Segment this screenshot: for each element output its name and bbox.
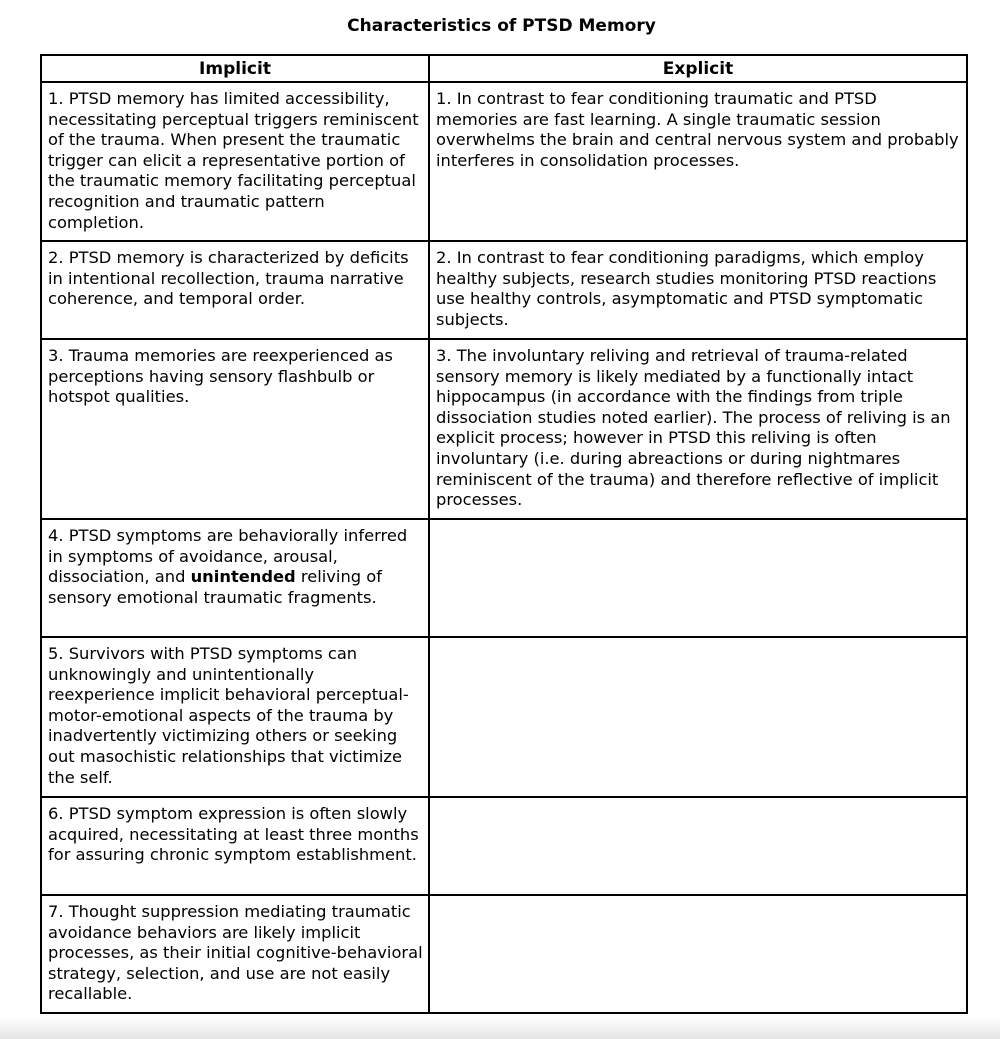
explicit-cell-5 [429, 637, 967, 797]
implicit-cell-3: 3. Trauma memories are reexperienced as perceptions having sensory flashbulb or hotspot qualities. [41, 339, 429, 519]
table-row [41, 82, 967, 241]
explicit-cell-2: 2. In contrast to fear conditioning paradigms, which employ healthy subjects, research studies monitoring PTSD reactions use healthy controls, asymptomatic and PTSD symptomatic subjects. [429, 241, 967, 339]
implicit-cell-6: 6. PTSD symptom expression is often slowly acquired, necessitating at least three months for assuring chronic symptom establishment. [41, 797, 429, 895]
ptsd-memory-table [40, 54, 968, 1014]
implicit-text-before: 4. PTSD symptoms are behaviorally inferred in symptoms of avoidance, arousal, dissociation, and [48, 526, 408, 587]
header-explicit: Explicit [429, 55, 967, 82]
table-row [41, 895, 967, 1013]
table-row [41, 637, 967, 797]
implicit-cell-4 [41, 519, 429, 637]
implicit-text-after: reliving of sensory emotional traumatic fragments. [48, 567, 382, 607]
table-row [41, 797, 967, 895]
emphasis-unintended: unintended [190, 567, 296, 587]
implicit-cell-5: 5. Survivors with PTSD symptoms can unknowingly and unintentionally reexperience implicit behavioral perceptual-motor-emotional aspects of the trauma by inadvertently victimizing others or seeking out masochistic relationships that victimize the self. [41, 637, 429, 797]
implicit-cell-7: 7. Thought suppression mediating traumatic avoidance behaviors are likely implicit processes, as their initial cognitive-behavioral strategy, selection, and use are not easily recallable. [41, 895, 429, 1013]
page-bottom-shadow [0, 1017, 1000, 1039]
table-row [41, 519, 967, 637]
implicit-cell-1: 1. PTSD memory has limited accessibility, necessitating perceptual triggers reminiscent of the trauma. When present the traumatic trigger can elicit a representative portion of the traumatic memory facilitating perceptual recognition and traumatic pattern completion. [41, 82, 429, 241]
explicit-cell-7 [429, 895, 967, 1013]
table-row [41, 339, 967, 519]
page-title: Characteristics of PTSD Memory [347, 16, 656, 36]
header-implicit: Implicit [41, 55, 429, 82]
explicit-cell-1: 1. In contrast to fear conditioning traumatic and PTSD memories are fast learning. A single traumatic session overwhelms the brain and central nervous system and probably interferes in consolidation processes. [429, 82, 967, 241]
explicit-cell-6 [429, 797, 967, 895]
table-row [41, 241, 967, 339]
table-header-row [41, 55, 967, 82]
explicit-cell-3: 3. The involuntary reliving and retrieval of trauma-related sensory memory is likely mediated by a functionally intact hippocampus (in accordance with the findings from triple dissociation studies noted earlier). The process of reliving is an explicit process; however in PTSD this reliving is often involuntary (i.e. during abreactions or during nightmares reminiscent of the trauma) and therefore reflective of implicit processes. [429, 339, 967, 519]
explicit-cell-4 [429, 519, 967, 637]
implicit-cell-2: 2. PTSD memory is characterized by deficits in intentional recollection, trauma narrative coherence, and temporal order. [41, 241, 429, 339]
